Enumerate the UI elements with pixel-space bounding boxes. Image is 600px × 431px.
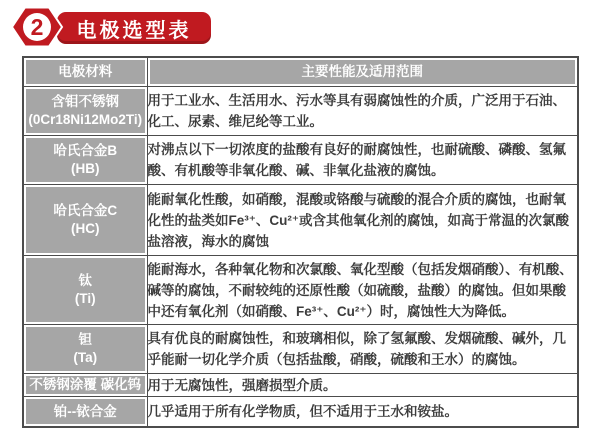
material-name: 含钼不锈钢	[51, 94, 119, 109]
table-row	[23, 185, 578, 256]
table-row	[23, 136, 578, 185]
material-cell	[23, 397, 147, 428]
table-row	[23, 374, 578, 397]
table-header-row	[23, 57, 578, 87]
description-cell: 用于工业水、生活用水、污水等具有弱腐蚀性的介质，广泛用于石油、化工、尿素、维尼纶等工业。	[147, 87, 578, 136]
column-header-performance: 主要性能及适用范围	[147, 57, 578, 87]
material-grade: (HC)	[71, 221, 100, 236]
description-cell: 对沸点以下一切浓度的盐酸有良好的耐腐蚀性，也耐硫酸、磷酸、氢氟酸、有机酸等非氧化酸、碱、非氧化盐液的腐蚀。	[147, 136, 578, 185]
table-row	[23, 87, 578, 136]
table-row	[23, 397, 578, 428]
material-cell	[23, 87, 147, 136]
material-grade: (Ta)	[73, 350, 98, 365]
material-name: 哈氏合金C	[53, 203, 118, 218]
section-title: 电极选型表	[76, 19, 192, 42]
description-cell: 能耐氧化性酸，如硝酸，混酸或铬酸与硫酸的混合介质的腐蚀，也耐氧化性的盐类如Fe³⁺、Cu²⁺或含其他氧化剂的腐蚀，如高于常温的次氯酸盐溶液，海水的腐蚀	[147, 185, 578, 256]
description-cell: 几乎适用于所有化学物质，但不适用于王水和铵盐。	[147, 397, 578, 428]
column-header-material: 电极材料	[23, 57, 147, 87]
material-name: 不锈钢涂覆 碳化钨	[29, 377, 142, 392]
table-row	[23, 325, 578, 374]
material-grade: (Ti)	[74, 291, 96, 306]
material-cell	[23, 325, 147, 374]
description-cell: 用于无腐蚀性，强磨损型介质。	[147, 374, 578, 397]
material-cell	[23, 256, 147, 325]
material-name: 钽	[78, 332, 92, 347]
material-grade: (HB)	[71, 161, 100, 176]
material-cell	[23, 374, 147, 397]
material-name: 哈氏合金B	[53, 143, 118, 158]
table-row	[23, 256, 578, 325]
description-cell: 具有优良的耐腐蚀性，和玻璃相似，除了氢氟酸、发烟硫酸、碱外，几乎能耐一切化学介质（包括盐酸，硝酸，硫酸和王水）的腐蚀。	[147, 325, 578, 374]
material-cell	[23, 136, 147, 185]
badge-number: 2	[30, 14, 44, 40]
step-number-badge-icon	[10, 5, 64, 49]
material-cell	[23, 185, 147, 256]
material-name: 钛	[78, 273, 92, 288]
description-cell: 能耐海水，各种氧化物和次氯酸、氧化型酸（包括发烟硝酸）、有机酸、碱等的腐蚀，不耐较纯的还原性酸（如硫酸，盐酸）的腐蚀。但如果酸中还有氧化剂（如硝酸、Fe³⁺、Cu²⁺）时，腐蚀性大为降低。	[147, 256, 578, 325]
material-name: 铂--铱合金	[53, 403, 117, 419]
material-grade: (0Cr18Ni12Mo2Ti)	[28, 112, 143, 127]
electrode-selection-table	[22, 56, 579, 428]
section-title-banner	[57, 12, 211, 44]
